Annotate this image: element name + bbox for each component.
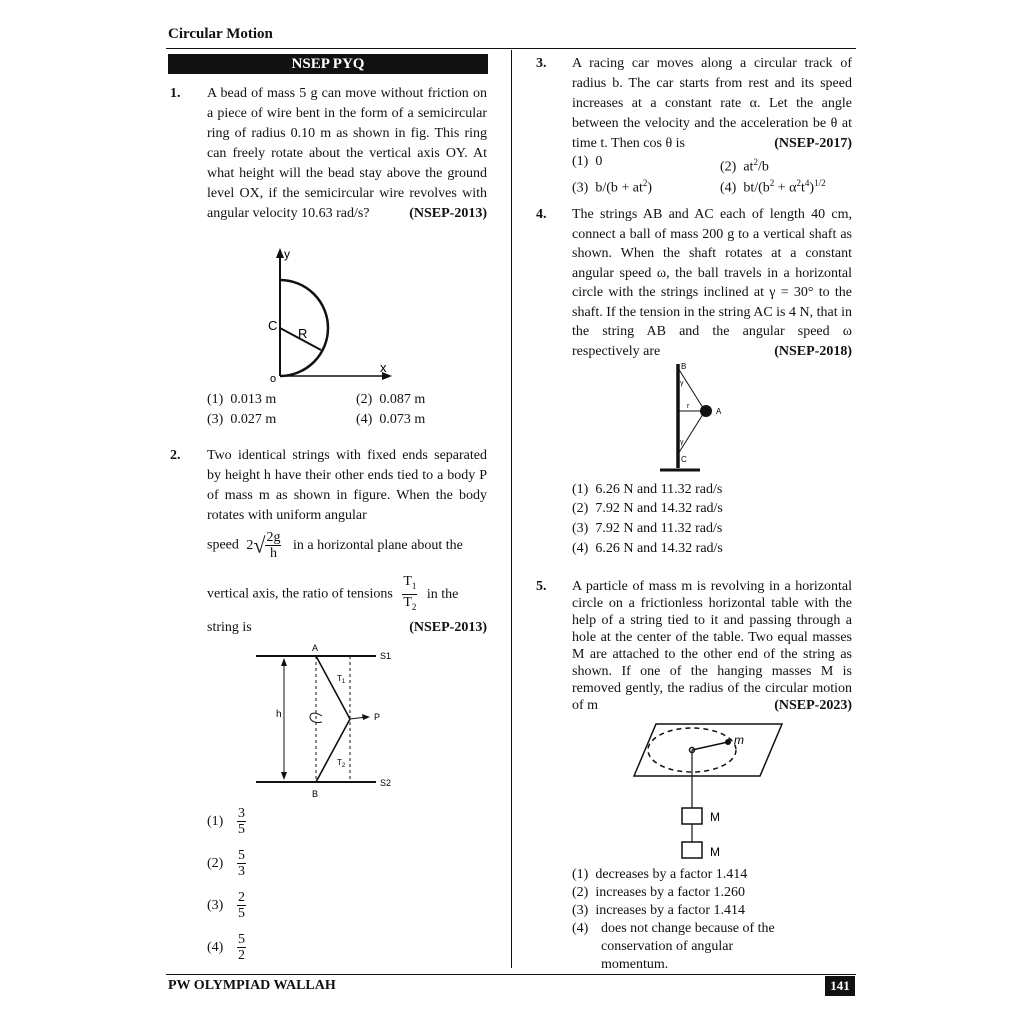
section-banner: NSEP PYQ bbox=[168, 54, 488, 74]
question-3-option-2[interactable]: (2) $at^2/b$ bbox=[720, 157, 769, 175]
question-5-option-2[interactable]: (2) increases by a factor 1.260 bbox=[572, 885, 745, 900]
question-4-text: The strings AB and AC each of length 40 cm, connect a ball of mass 200 g to a vertical shaft as shown. When the shaft rotates at a constant angular speed ω, the ball travels in a horizontal circle with the strings inclined at γ = 30° to the shaft. If the tension in the string AC is 4 N, that in the string AB and the angular speed ω respectively are bbox=[572, 207, 852, 359]
figure-4-label-r: r bbox=[687, 403, 690, 410]
figure-2-label-a: A bbox=[312, 643, 319, 653]
figure-5-label-m: m bbox=[734, 733, 744, 747]
figure-4-label-gamma-bottom: γ bbox=[680, 439, 684, 446]
question-3-number: 3. bbox=[536, 56, 547, 71]
figure-4-label-a: A bbox=[716, 407, 722, 416]
question-2-option-4[interactable]: (4) $\frac{5}{2}$ bbox=[207, 932, 245, 963]
figure-2-label-s1: S1 bbox=[380, 651, 392, 661]
figure-2-label-t1: $T_1$ bbox=[337, 674, 346, 685]
figure-4-label-gamma-top: γ bbox=[680, 380, 684, 387]
footer-divider bbox=[166, 974, 856, 975]
figure-2-label-b: B bbox=[312, 789, 319, 799]
figure-5-label-M-upper: M bbox=[710, 810, 720, 824]
question-2-source: (NSEP-2013) bbox=[409, 620, 487, 635]
question-3-source: (NSEP-2017) bbox=[774, 136, 852, 151]
page-number: 141 bbox=[825, 976, 855, 996]
figure-1-label-c: C bbox=[268, 318, 278, 333]
question-2-option-3[interactable]: (3) $\frac{2}{5}$ bbox=[207, 890, 245, 921]
question-1-option-4[interactable]: (4) 0.073 m bbox=[356, 412, 426, 427]
question-5-option-3[interactable]: (3) increases by a factor 1.414 bbox=[572, 903, 745, 918]
question-4-option-2[interactable]: (2) 7.92 N and 14.32 rad/s bbox=[572, 501, 723, 516]
figure-5-label-M-lower: M bbox=[710, 845, 720, 859]
question-3-option-3[interactable]: (3) $b/(b + at^2)$ bbox=[572, 178, 653, 196]
question-1 bbox=[207, 84, 487, 224]
question-4-number: 4. bbox=[536, 207, 547, 222]
figure-1-label-r: R bbox=[298, 326, 308, 341]
figure-4-label-c: C bbox=[681, 455, 687, 464]
question-4-option-4[interactable]: (4) 6.26 N and 14.32 rad/s bbox=[572, 541, 723, 556]
question-5-option-4[interactable]: (4) does not change because of the conservation of angular momentum. bbox=[572, 921, 775, 972]
question-4-option-3[interactable]: (3) 7.92 N and 11.32 rad/s bbox=[572, 521, 723, 536]
question-4-figure bbox=[650, 358, 740, 474]
question-4-option-1[interactable]: (1) 6.26 N and 11.32 rad/s bbox=[572, 482, 723, 497]
question-1-option-2[interactable]: (2) 0.087 m bbox=[356, 392, 426, 407]
figure-1-label-y: y bbox=[284, 247, 290, 261]
footer-publisher: PW OLYMPIAD WALLAH bbox=[168, 978, 336, 993]
figure-2-label-p: P bbox=[374, 712, 381, 722]
column-divider bbox=[511, 50, 512, 968]
question-2-ratio-line: vertical axis, the ratio of tensions $\frac{T_1}{T_2}$ in the bbox=[207, 574, 459, 612]
question-2-text-a: Two identical strings with fixed ends separated by height h have their other ends tied to a body P of mass m as shown in figure. When the body rotates with uniform angular bbox=[207, 448, 487, 523]
question-1-source: (NSEP-2013) bbox=[409, 206, 487, 221]
figure-4-label-b: B bbox=[681, 362, 687, 371]
question-1-option-3[interactable]: (3) 0.027 m bbox=[207, 412, 277, 427]
header-divider bbox=[166, 48, 856, 49]
question-4 bbox=[572, 205, 852, 361]
page-header-title: Circular Motion bbox=[168, 26, 273, 42]
question-2-text-e: string is (NSEP-2013) bbox=[207, 618, 487, 638]
question-2-number: 2. bbox=[170, 448, 181, 463]
question-5-text: A particle of mass m is revolving in a horizontal circle on a frictionless horizontal table with the help of a string tied to it and passing through a hole at the center of the table. Two equal masses M are attached to the other end of the string as shown. If one of the hanging masses M is removed gently, the radius of the circular motion of m bbox=[572, 579, 852, 713]
figure-2-label-h: h bbox=[276, 709, 282, 720]
question-5-option-1[interactable]: (1) decreases by a factor 1.414 bbox=[572, 867, 748, 882]
question-2-option-1[interactable]: (1) $\frac{3}{5}$ bbox=[207, 806, 245, 837]
question-1-option-1[interactable]: (1) 0.013 m bbox=[207, 392, 277, 407]
question-5-number: 5. bbox=[536, 579, 547, 594]
question-3 bbox=[572, 54, 852, 154]
figure-2-label-s2: S2 bbox=[380, 778, 392, 788]
question-4-source: (NSEP-2018) bbox=[774, 343, 852, 359]
question-3-text: A racing car moves along a circular track of radius b. The car starts from rest and its speed increases at a constant rate α. Let the angle between the velocity and the acceleration be θ at time t. Then cos θ is bbox=[572, 56, 852, 151]
figure-2-label-t2: $T_2$ bbox=[337, 758, 346, 769]
question-2-option-2[interactable]: (2) $\frac{5}{3}$ bbox=[207, 848, 245, 879]
question-5-source: (NSEP-2023) bbox=[774, 698, 852, 713]
question-5 bbox=[572, 578, 852, 714]
question-2-speed-line: speed 2√ $\frac{2g}{h}$ in a horizontal plane about the bbox=[207, 530, 463, 561]
question-1-text: A bead of mass 5 g can move without friction on a piece of wire bent in the form of a semicircular ring of radius 0.10 m as shown in fig. This ring can freely rotate about the vertical axis OY. At what height will the bead stay above the ground level OX, if the semicircular wire revolves with angular velocity 10.63 rad/s? bbox=[207, 86, 487, 221]
question-3-option-1[interactable]: (1) 0 bbox=[572, 154, 603, 169]
figure-1-label-x: x bbox=[380, 360, 387, 375]
question-1-figure bbox=[262, 246, 396, 384]
question-5-figure bbox=[630, 718, 784, 864]
question-1-number: 1. bbox=[170, 86, 181, 101]
question-2-figure bbox=[250, 640, 410, 800]
figure-1-label-o: o bbox=[270, 373, 277, 384]
question-3-option-4[interactable]: (4) $bt/(b^2 + \alpha^2t^4)^{1/2}$ bbox=[720, 178, 826, 196]
